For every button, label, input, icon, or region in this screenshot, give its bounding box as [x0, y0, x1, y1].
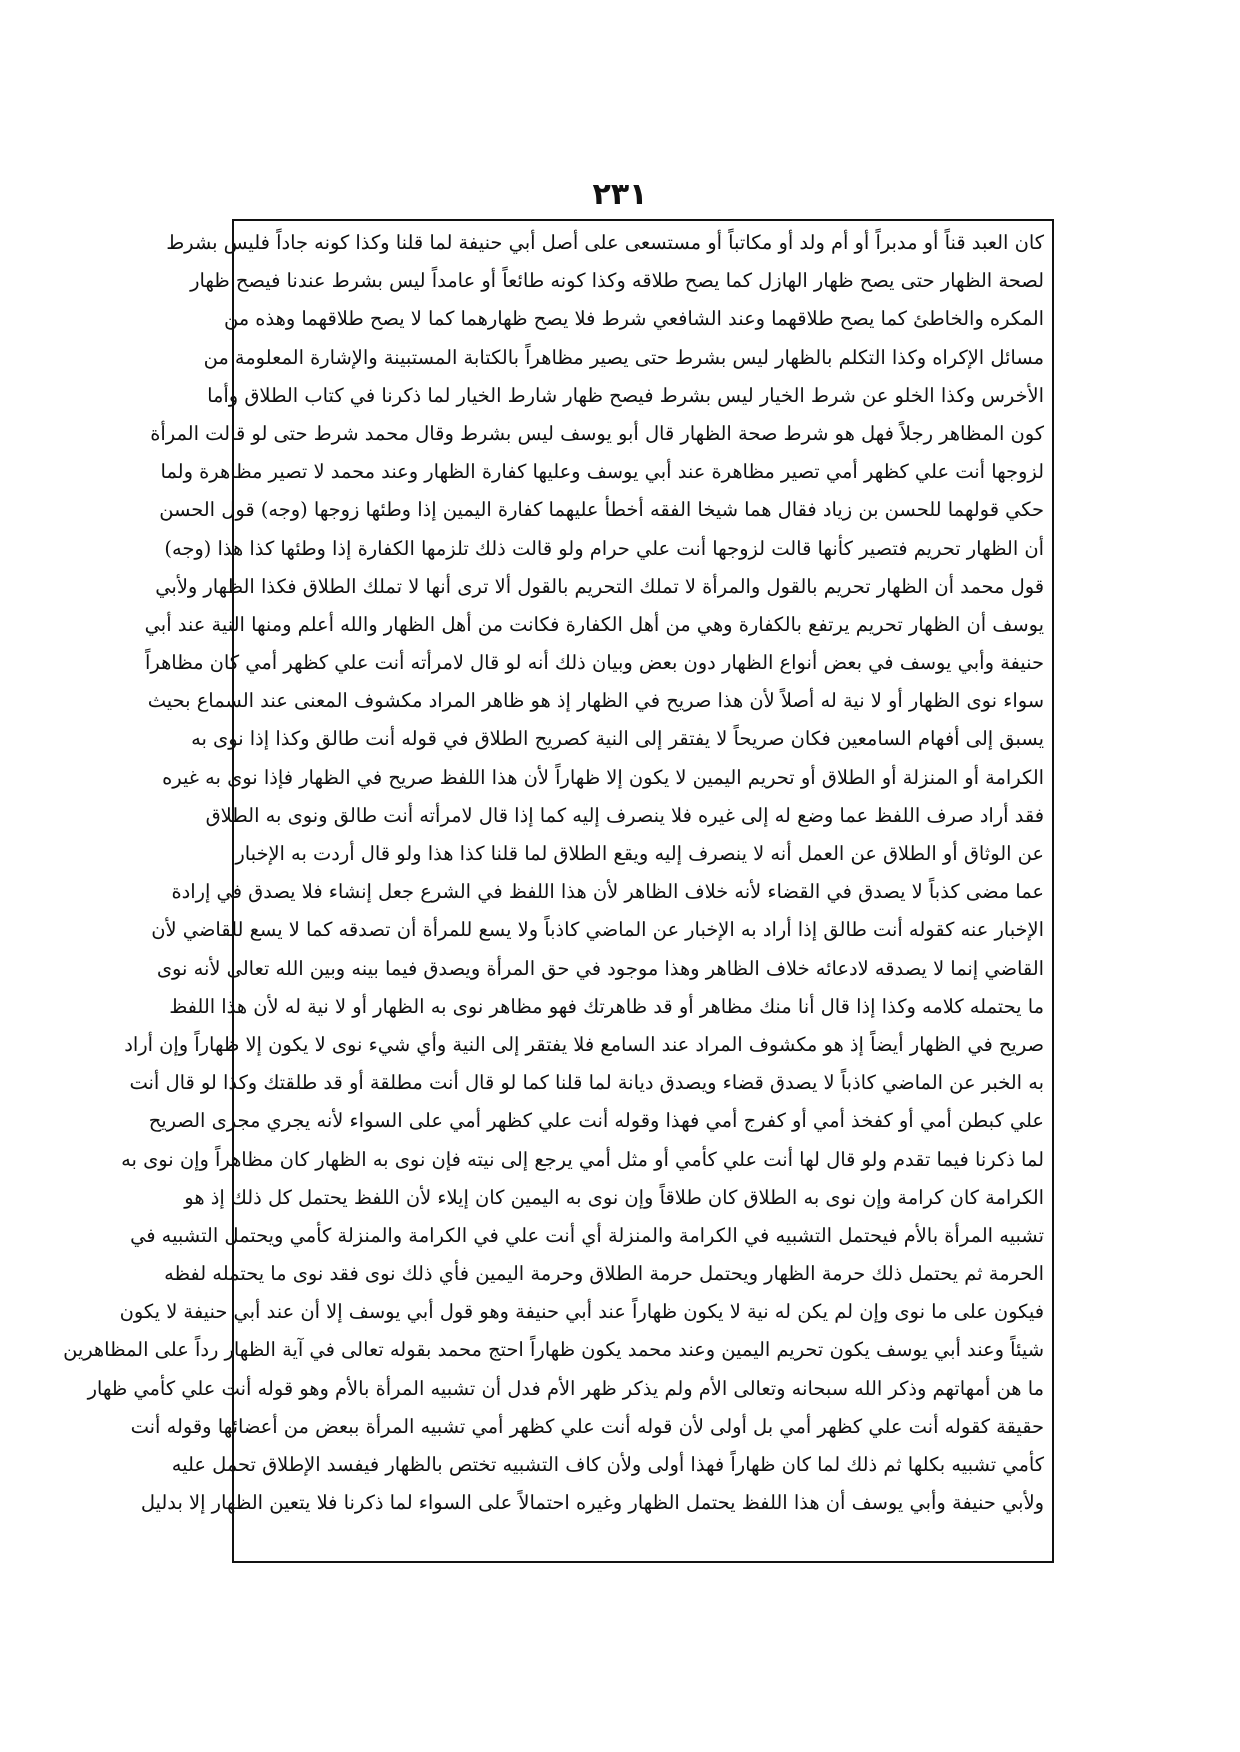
text-line: عن الوثاق أو الطلاق عن العمل أنه لا ينصرف إليه ويقع الطلاق لما قلنا كذا هذا ولو قال أردت به الإخبار — [235, 842, 1044, 865]
text-line: كان العبد قناً أو مدبراً أو أم ولد أو مكاتباً أو مستسعى على أصل أبي حنيفة لما قلنا وكذا كونه جاداً فليس بشرط — [166, 231, 1044, 254]
text-line: لصحة الظهار حتى يصح ظهار الهازل كما يصح طلاقه وكذا كونه طائعاً أو عامداً ليس بشرط عندنا فيصح ظهار — [190, 269, 1044, 293]
text-line: أن الظهار تحريم فتصير كأنها قالت لزوجها أنت علي حرام ولو قالت ذلك تلزمها الكفارة إذا وطئها كذا هذا (وجه) — [164, 536, 1044, 560]
text-line: قول محمد أن الظهار تحريم بالقول والمرأة لا تملك التحريم بالقول ألا ترى أنها لا تملك الطلاق فكذا الظهار ولأبي — [155, 574, 1044, 598]
text-line: حنيفة وأبي يوسف في بعض أنواع الظهار دون بعض وبيان ذلك أنه لو قال لامرأته أنت علي كظهر أمي كان مظاهراً — [145, 651, 1044, 675]
text-line: كأمي تشبيه بكلها ثم ذلك لما كان ظهاراً فهذا أولى ولأن كاف التشبيه تختص بالظهار فيفسد الإطلاق تحمل عليه — [171, 1453, 1044, 1476]
text-line: لما ذكرنا فيما تقدم ولو قال لها أنت علي كأمي أو مثل أمي يرجع إلى نيته فإن نوى به الظهار كان مظاهراً وإن نوى به — [121, 1147, 1044, 1171]
text-line: به الخبر عن الماضي كاذباً لا يصدق قضاء ويصدق ديانة لما قلنا كما لو قال أنت مطلقة أو قد طلقتك وكذا لو قال أنت — [129, 1071, 1044, 1095]
text-line: مسائل الإكراه وكذا التكلم بالظهار ليس بشرط حتى يصير مظاهراً بالكتابة المستبينة والإشارة المعلومة من — [203, 345, 1044, 369]
text-line: عما مضى كذباً لا يصدق في القضاء لأنه خلاف الظاهر لأن هذا اللفظ في الشرع جعل إنشاء فلا يصدق في إرادة — [171, 880, 1044, 904]
text-line: القاضي إنما لا يصدقه لادعائه خلاف الظاهر وهذا موجود في حق المرأة ويصدق فيما بينه وبين الله تعالى لأنه نوى — [156, 956, 1044, 980]
text-line: فقد أراد صرف اللفظ عما وضع له إلى غيره فلا ينصرف إليه كما إذا قال لامرأته أنت طالق ونوى به الطلاق — [205, 803, 1044, 827]
text-line: الإخبار عنه كقوله أنت طالق إذا أراد به الإخبار عن الماضي كاذباً ولا يسع للمرأة أن تصدقه كما لا يسع للقاضي لأن — [151, 918, 1044, 942]
text-body — [63, 224, 1044, 1560]
text-line: حكي قولهما للحسن بن زياد فقال هما شيخا الفقه أخطأ عليهما كفارة اليمين إذا وطئها زوجها (وجه) قول الحسن — [159, 498, 1044, 522]
text-line: سواء نوى الظهار أو لا نية له أصلاً لأن هذا صريح في الظهار إذ هو ظاهر المراد مكشوف المعنى عند السماع بحيث — [147, 689, 1044, 713]
text-line: يوسف أن الظهار تحريم يرتفع بالكفارة وهي من أهل الكفارة فكانت من أهل الظهار والله أعلم ومنها النية عند أبي — [144, 612, 1044, 636]
text-line: ما هن أمهاتهم وذكر الله سبحانه وتعالى الأم ولم يذكر ظهر الأم فدل أن تشبيه المرأة بالأم وهو قوله أنت علي كأمي ظهار — [87, 1376, 1044, 1400]
text-line: فيكون على ما نوى وإن لم يكن له نية لا يكون ظهاراً عند أبي حنيفة وهو قول أبي يوسف إلا أن عند أبي حنيفة لا يكون — [119, 1300, 1044, 1324]
text-line: ما يحتمله كلامه وكذا إذا قال أنا منك مظاهر أو قد ظاهرتك فهو مظاهر نوى به الظهار أو لا نية له لأن هذا اللفظ — [169, 994, 1044, 1018]
text-line: لزوجها أنت علي كظهر أمي تصير مظاهرة عند أبي يوسف وعليها كفارة الظهار وعند محمد لا تصير مظاهرة ولما — [160, 460, 1044, 484]
page-number: ٢٣١ — [592, 177, 648, 212]
text-line: ولأبي حنيفة وأبي يوسف أن هذا اللفظ يحتمل الظهار وغيره احتمالاً على السواء لما ذكرنا فلا يتعين الظهار إلا بدليل — [140, 1491, 1044, 1515]
text-line: الحرمة ثم يحتمل ذلك حرمة الظهار ويحتمل حرمة الطلاق وحرمة اليمين فأي ذلك نوى فقد نوى ما يحتمله لفظه — [164, 1262, 1044, 1286]
text-line: يسبق إلى أفهام السامعين فكان صريحاً لا يفتقر إلى النية كصريح الطلاق في قوله أنت طالق وكذا إذا نوى به — [191, 727, 1044, 751]
text-line: علي كبطن أمي أو كفخذ أمي أو كفرج أمي فهذا وقوله أنت علي كظهر أمي على السواء لأنه يجري مجرى الصريح — [148, 1109, 1044, 1133]
text-line: كون المظاهر رجلاً فهل هو شرط صحة الظهار قال أبو يوسف ليس بشرط وقال محمد شرط حتى لو قالت المرأة — [150, 421, 1044, 445]
text-line: المكره والخاطئ كما يصح طلاقهما وعند الشافعي شرط فلا يصح ظهارهما كما لا يصح طلاقهما وهذه من — [223, 307, 1044, 331]
text-line: صريح في الظهار أيضاً إذ هو مكشوف المراد عند السامع فلا يفتقر إلى النية وأي شيء نوى لا يكون إلا ظهاراً وإن أراد — [124, 1032, 1044, 1056]
text-line: شيئاً وعند أبي يوسف يكون تحريم اليمين وعند محمد يكون ظهاراً احتج محمد بقوله تعالى في آية الظهار رداً على المظاهرين — [63, 1338, 1044, 1362]
text-line: الكرامة كان كرامة وإن نوى به الطلاق كان طلاقاً وإن نوى به اليمين كان إيلاء لأن اللفظ يحتمل كل ذلك إذ هو — [184, 1185, 1044, 1209]
text-line: الأخرس وكذا الخلو عن شرط الخيار ليس بشرط فيصح ظهار شارط الخيار لما ذكرنا في كتاب الطلاق وأما — [207, 383, 1044, 407]
text-line: حقيقة كقوله أنت علي كظهر أمي بل أولى لأن قوله أنت علي كظهر أمي تشبيه المرأة ببعض من أعضائها وقوله أنت — [130, 1414, 1044, 1438]
text-line: تشبيه المرأة بالأم فيحتمل التشبيه في الكرامة والمنزلة أي أنت علي في الكرامة والمنزلة كأمي ويحتمل التشبيه في — [130, 1223, 1044, 1247]
text-line: الكرامة أو المنزلة أو الطلاق أو تحريم اليمين لا يكون إلا ظهاراً لأن هذا اللفظ صريح في الظهار فإذا نوى به غيره — [162, 765, 1044, 789]
